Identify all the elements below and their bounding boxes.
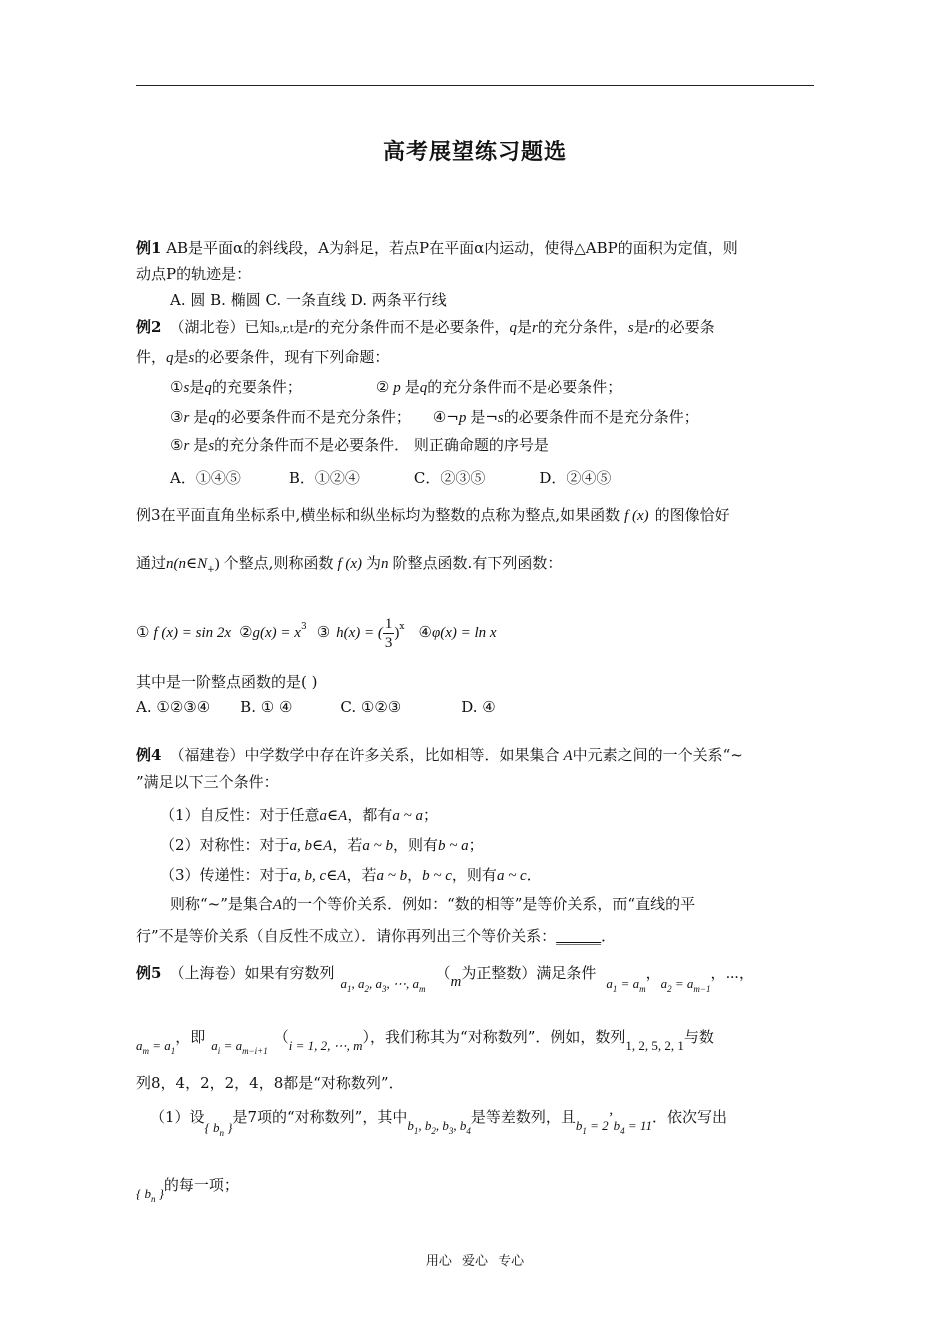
function-3: h(x) = ( [336,625,383,641]
page-footer: 用心 爱心 专心 [425,1254,525,1269]
example-5-line-1: 例5 （上海卷）如果有穷数列$a_1$, $a_2$, $a_3$, ⋯, $a_m(m$为正整数）满足条件$a_1 = a_m$，$a_2 = a_{m-1}$，⋯， [136,964,754,994]
example-1-label: 例1 [136,239,162,257]
condition-m: $a_m = a_1$ [136,1038,176,1056]
example-4-line-1: 例4 （福建卷）中学数学中存在许多关系，比如相等．如果集合 A中元素之间的一个关系“~ [136,746,743,764]
example-3-question: 其中是一阶整点函数的是( ) [136,673,318,691]
example-3-line-1: 例3在平面直角坐标系中,横坐标和纵坐标均为整数的点称为整点,如果函数 f (x) 的图像恰好 [136,506,730,524]
example-3-functions: ① f (x) = sin 2x ②g(x) = $x^3$ ③ h(x) = ( $\frac{1}{3}$ )$^x$ ④φ(x) = ln x [136,615,497,651]
example-4-line-7: 行”不是等价关系（自反性不成立）．请你再列出三个等价关系：______． [136,927,617,945]
condition-1: $a_1 = a_m$ [606,976,646,994]
example-4-condition-1: （1）自反性：对于任意a∈A，都有a ~ a； [160,806,438,824]
function-2: g(x) = x [252,625,301,641]
example-2-options: A．①④⑤ B．①②④ C．②③⑤ D．②④⑤ [170,469,612,487]
example-4-condition-2: （2）对称性：对于a, b∈A，若a ~ b，则有b ~ a； [160,836,484,854]
example-5-line-2: $a_m = a_1$，即 $a_i = a_{m-i+1}(i = 1$, 2, ⋯, m），我们称其为“对称数列”．例如，数列1, 2, 5, 2, 1与数 [136,1028,714,1056]
fraction-one-third: $\frac{1}{3}$ [384,615,393,651]
answer-blank: ______ [556,927,602,945]
condition-2: $a_2 = a_{m-1}$ [660,976,711,994]
example-1-line-2: 动点P的轨迹是： [136,265,252,283]
example-1-line-1: 例1 AB是平面α的斜线段，A为斜足，若点P在平面α内运动，使得△ABP的面积为定值，则 [136,239,738,257]
header-rule [136,85,814,86]
example-2-line-2: 件，q是s的必要条件，现有下列命题： [136,348,390,366]
example-2-prop-1-2: ①s是q的充要条件； ② p 是q的充分条件而不是必要条件； [170,378,623,396]
function-1: f (x) = sin 2x [153,625,232,641]
example-2-line-1: 例2 （湖北卷）已知s,r,t是r的充分条件而不是必要条件，q是r的充分条件，s是r的必要条 [136,318,715,336]
example-5-part-1-cont: { $b_n$ }的每一项； [136,1176,239,1204]
page-title: 高考展望练习题选 [382,140,567,165]
symmetric-condition: $a_i = a_{m-i+1}$ [211,1038,268,1056]
example-4-line-2: ”满足以下三个条件： [136,773,279,791]
example-5-line-3: 列8，4，2，2，4，8都是“对称数列”． [136,1074,404,1092]
example-2-prop-5: ⑤r 是s的充分条件而不是必要条件． 则正确命题的序号是 [170,436,549,454]
example-4-line-6: 则称“~”是集合A的一个等价关系．例如：“数的相等”是等价关系，而“直线的平 [170,895,696,913]
example-1-options: A. 圆 B. 椭圆 C. 一条直线 D. 两条平行线 [170,291,447,309]
example-3-line-2: 通过$n(n\in N_+)$ 个整点,则称函数 f (x) 为n 阶整点函数.有下列函数： [136,554,563,575]
example-4-condition-3: （3）传递性：对于a, b, c∈A，若a ~ b，b ~ c，则有a ~ c． [160,866,542,884]
example-3-options: A. ①②③④ B. ① ④ C. ①②③ D. ④ [136,698,496,716]
function-4: φ(x) = ln x [431,625,497,641]
example-2-prop-3-4: ③r 是q的必要条件而不是充分条件； ④¬p 是¬s的必要条件而不是充分条件； [170,408,699,426]
sequence-a: $a_1$, $a_2$, $a_3$, ⋯, $a_m$ [340,976,426,994]
example-5-part-1: （1）设{ $b_n$ }是7项的“对称数列”，其中$b_1$, $b_2$, $b_3$, $b_4$是等差数列，且$b_1$ = $2’b_4 = 11$．依次写出 [150,1108,727,1138]
